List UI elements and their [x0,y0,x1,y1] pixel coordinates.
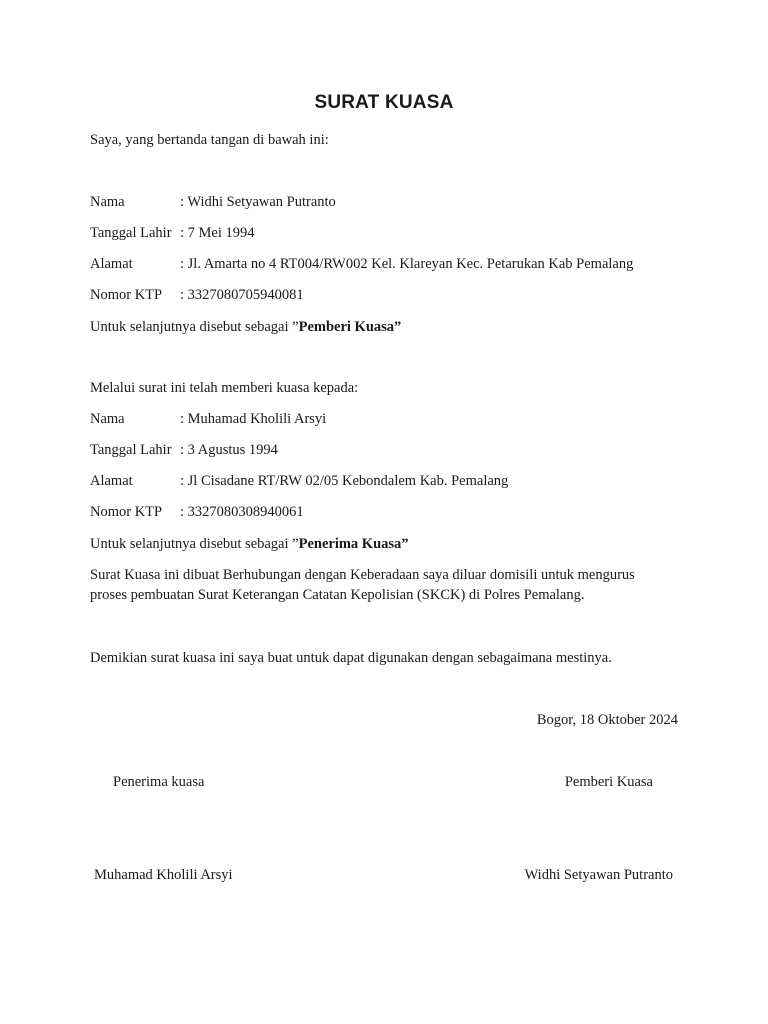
pemberi-note-bold: Pemberi Kuasa” [298,319,402,335]
penerima-ktp-value: : 3327080308940061 [180,504,304,520]
pemberi-tgl-row [90,224,255,242]
penerima-alamat-row [90,472,508,490]
pemberi-nama-value: : Widhi Setyawan Putranto [180,194,336,210]
melalui-text: Melalui surat ini telah memberi kuasa kepada: [90,380,359,396]
sign-left-name: Muhamad Kholili Arsyi [94,867,233,883]
pemberi-alamat-label: Alamat [90,256,133,272]
penerima-nama-value: : Muhamad Kholili Arsyi [180,411,327,427]
document-title: SURAT KUASA [314,92,454,113]
pemberi-tgl-label: Tanggal Lahir [90,225,172,241]
pemberi-tgl-value: : 7 Mei 1994 [180,225,255,241]
sign-left-role: Penerima kuasa [113,774,205,790]
pemberi-alamat-row [90,255,633,273]
intro-text: Saya, yang bertanda tangan di bawah ini: [90,132,329,148]
sign-right-name: Widhi Setyawan Putranto [524,867,673,883]
pemberi-note-prefix: Untuk selanjutnya disebut sebagai ” [90,319,299,335]
pemberi-alamat-value: : Jl. Amarta no 4 RT004/RW002 Kel. Klareyan Kec. Petarukan Kab Pemalang [180,256,634,272]
penerima-tgl-value: : 3 Agustus 1994 [180,442,278,458]
pemberi-nama-row [90,193,336,211]
penerima-ktp-row [90,503,304,521]
penerima-alamat-label: Alamat [90,473,133,489]
place-date: Bogor, 18 Oktober 2024 [536,712,678,728]
pemberi-nama-label: Nama [90,194,125,210]
sign-right-role: Pemberi Kuasa [564,774,653,790]
penerima-note-bold: Penerima Kuasa” [298,536,409,552]
pemberi-note [90,318,401,336]
closing-text: Demikian surat kuasa ini saya buat untuk dapat digunakan dengan sebagaimana mestinya. [90,650,612,666]
penerima-nama-row [90,410,326,428]
pemberi-ktp-row [90,286,304,304]
penerima-ktp-label: Nomor KTP [90,504,163,520]
penerima-tgl-row [90,441,278,459]
penerima-note-prefix: Untuk selanjutnya disebut sebagai ” [90,536,299,552]
pemberi-ktp-value: : 3327080705940081 [180,287,304,303]
penerima-note [90,535,409,553]
penerima-alamat-value: : Jl Cisadane RT/RW 02/05 Kebondalem Kab. Pemalang [180,473,509,489]
purpose-paragraph: Surat Kuasa ini dibuat Berhubungan dengan Keberadaan saya diluar domisili untuk mengurus proses pembuatan Surat Keterangan Catatan Kepolisian (SKCK) di Polres Pemalang. [90,567,635,603]
penerima-tgl-label: Tanggal Lahir [90,442,172,458]
penerima-nama-label: Nama [90,411,125,427]
pemberi-ktp-label: Nomor KTP [90,287,163,303]
